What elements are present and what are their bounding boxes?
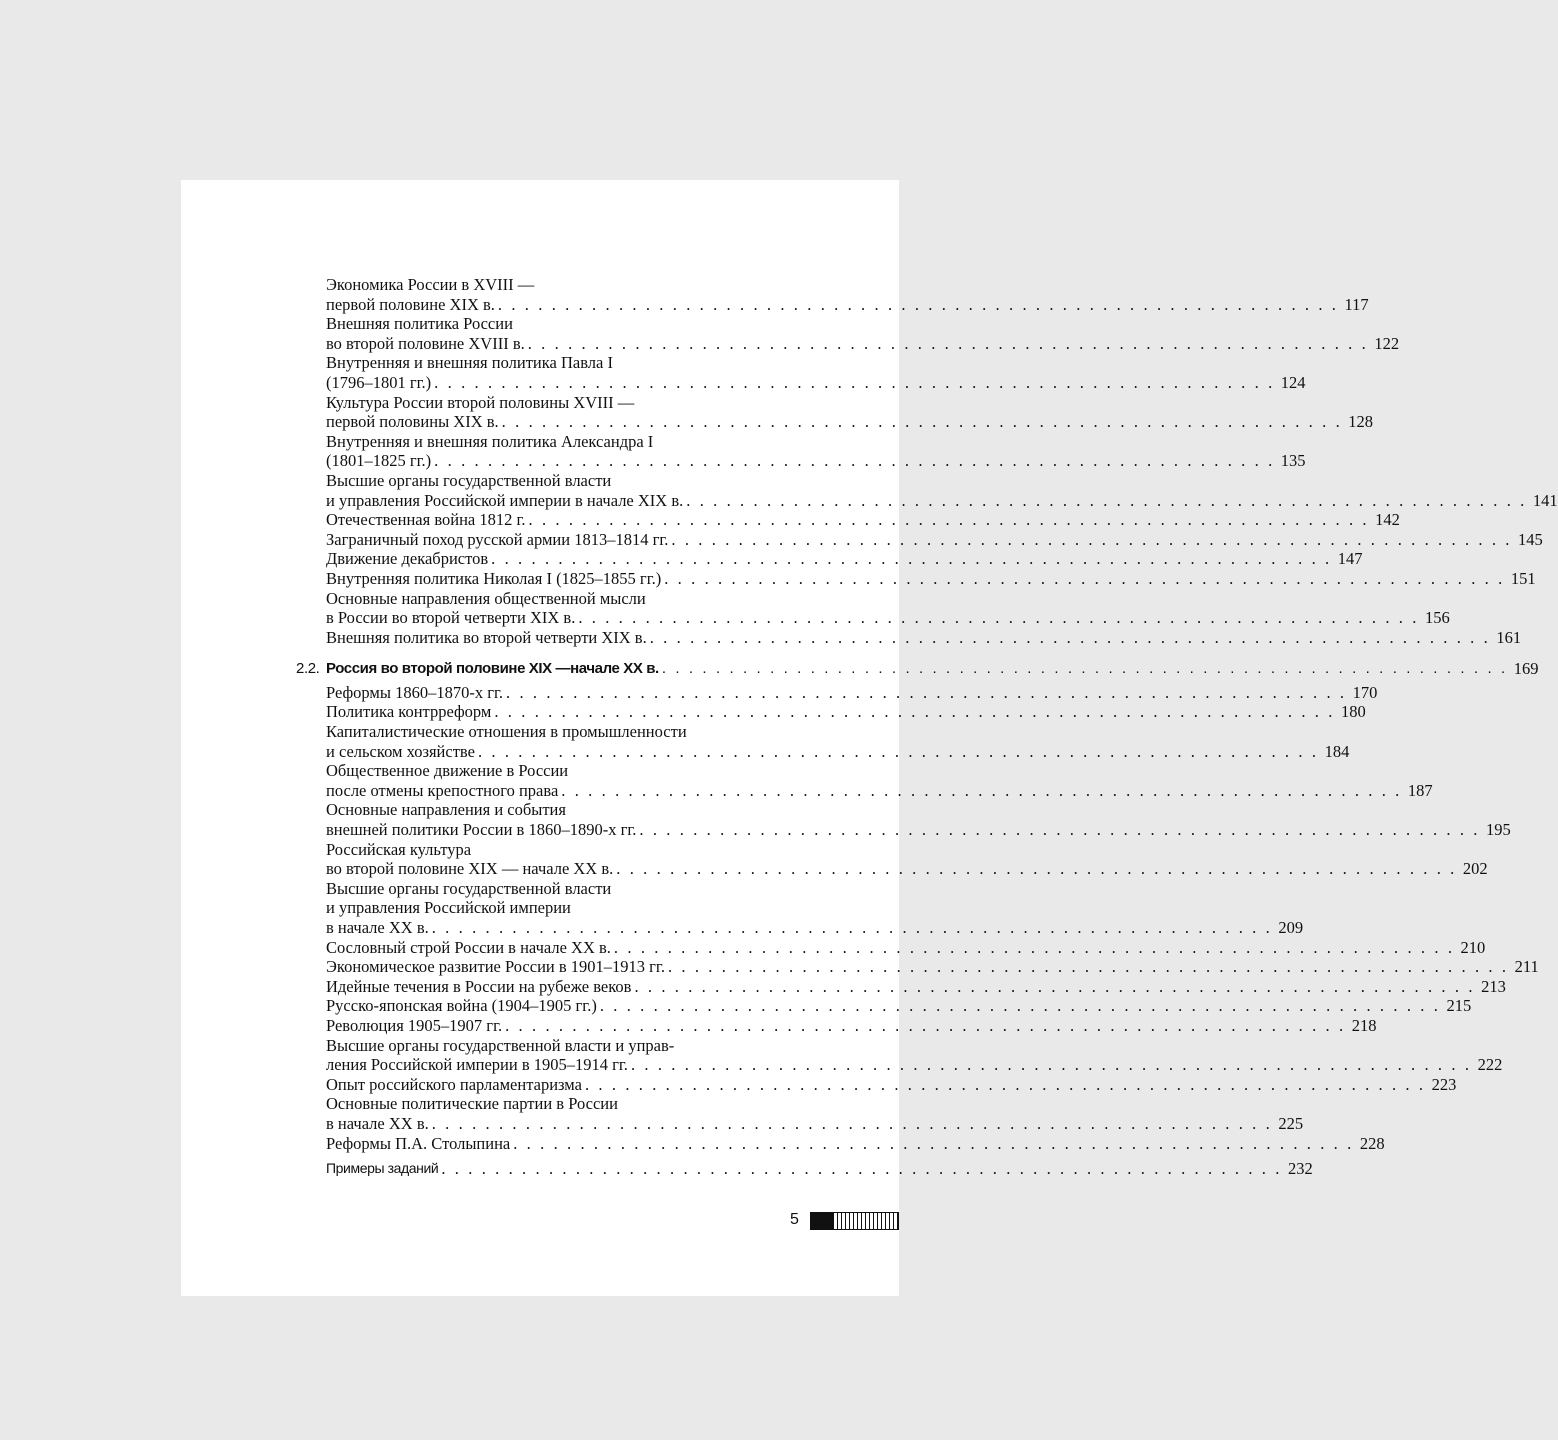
toc-page-number: 169 xyxy=(1513,659,1539,679)
dot-leader: . . . . . . . . . . . . . . . . . . . . . . . . . . . . . . . . . . . . . . . . . . . . . . . . . . . . . . . . . . . . . . . xyxy=(491,549,1332,569)
toc-entry[interactable] xyxy=(326,549,1363,569)
toc-page-number: 141 xyxy=(1532,490,1558,510)
toc-entry-title: Заграничный поход русской армии 1813–1814 гг. xyxy=(326,529,669,549)
toc-entry[interactable] xyxy=(326,937,1486,958)
toc-page-number: 222 xyxy=(1477,1055,1503,1075)
dot-leader: . . . . . . . . . . . . . . . . . . . . . . . . . . . . . . . . . . . . . . . . . . . . . . . . . . . . . . . . . . . . . . . xyxy=(506,682,1347,702)
dot-leader: . . . . . . . . . . . . . . . . . . . . . . . . . . . . . . . . . . . . . . . . . . . . . . . . . . . . . . . . . . . . . . . xyxy=(431,1113,1273,1133)
toc-entry-line: и управления Российской империи xyxy=(326,898,571,918)
toc-entry-title: и сельском хозяйстве xyxy=(326,741,475,761)
toc-page-number: 128 xyxy=(1348,412,1374,432)
toc-page-number: 228 xyxy=(1359,1133,1385,1153)
dot-leader: . . . . . . . . . . . . . . . . . . . . . . . . . . . . . . . . . . . . . . . . . . . . . . . . . . . . . . . . . . . . . . . xyxy=(616,859,1457,879)
toc-entry-line: Внешняя политика России xyxy=(326,314,513,334)
toc-page-number: 122 xyxy=(1374,333,1400,353)
toc-entry-line: Экономика России в XVIII — xyxy=(326,275,535,294)
toc-entry-title: во второй половине XVIII в. xyxy=(326,333,525,353)
toc-page-number: 170 xyxy=(1352,682,1378,702)
toc-entry-line: Высшие органы государственной власти и управ- xyxy=(326,1035,675,1055)
toc-entry-title: Отечественная война 1812 г. xyxy=(326,510,526,530)
toc-entry[interactable] xyxy=(326,1015,1377,1036)
toc-page-number: 195 xyxy=(1486,820,1511,840)
toc-entry-title: в России во второй четверти XIX в. xyxy=(326,608,576,628)
toc-entry-line: Внутренняя и внешняя политика Павла I xyxy=(326,353,613,373)
page-marker-stripes xyxy=(832,1212,899,1230)
toc-entry[interactable] xyxy=(326,741,1350,762)
toc-entry-line: Основные направления и события xyxy=(326,800,566,820)
toc-entry-title: в начале XX в. xyxy=(326,918,429,937)
toc-entry-title: Экономическое развитие России в 1901–1913 гг. xyxy=(326,957,665,977)
toc-page-number: 209 xyxy=(1278,918,1304,937)
dot-leader: . . . . . . . . . . . . . . . . . . . . . . . . . . . . . . . . . . . . . . . . . . . . . . . . . . . . . . . . . . . . . . . xyxy=(639,820,1481,840)
toc-entry-title: первой половине XIX в. xyxy=(326,294,495,314)
toc-entry[interactable] xyxy=(326,820,1511,840)
toc-page-number: 187 xyxy=(1407,780,1433,800)
dot-leader: . . . . . . . . . . . . . . . . . . . . . . . . . . . . . . . . . . . . . . . . . . . . . . . . . . . . . . . . . . . . . . . xyxy=(431,918,1273,937)
toc-page-number: 151 xyxy=(1510,568,1536,588)
dot-leader: . . . . . . . . . . . . . . . . . . . . . . . . . . . . . . . . . . . . . . . . . . . . . . . . . . . . . . . . . . . . . . . xyxy=(527,333,1369,353)
dot-leader: . . . . . . . . . . . . . . . . . . . . . . . . . . . . . . . . . . . . . . . . . . . . . . . . . . . . . . . . . . . . . . . xyxy=(561,780,1402,800)
dot-leader: . . . . . . . . . . . . . . . . . . . . . . . . . . . . . . . . . . . . . . . . . . . . . . . . . . . . . . . . . . . . . . . xyxy=(630,1055,1472,1075)
dot-leader: . . . . . . . . . . . . . . . . . . . . . . . . . . . . . . . . . . . . . . . . . . . . . . . . . . . . . . . . . . . . . . . xyxy=(599,996,1441,1016)
toc-entry-title: Реформы П.А. Столыпина xyxy=(326,1133,511,1153)
toc-page-number: 202 xyxy=(1462,859,1488,879)
toc-entry[interactable] xyxy=(326,780,1433,801)
toc-entry-title: ления Российской империи в 1905–1914 гг. xyxy=(326,1055,628,1075)
page-number: 5 xyxy=(790,1211,799,1228)
toc-entry[interactable] xyxy=(326,1113,1304,1134)
toc-entry-line: Капиталистические отношения в промышленности xyxy=(326,722,687,742)
toc-entry-line: Основные направления общественной мысли xyxy=(326,588,646,608)
toc-entry-line: Высшие органы государственной власти xyxy=(326,470,612,490)
dot-leader: . . . . . . . . . . . . . . . . . . . . . . . . . . . . . . . . . . . . . . . . . . . . . . . . . . . . . . . . . . . . . . . xyxy=(661,660,1508,678)
toc-entry-title: Политика контрреформ xyxy=(326,702,492,722)
toc-entry[interactable] xyxy=(326,372,1306,393)
dot-leader: . . . . . . . . . . . . . . . . . . . . . . . . . . . . . . . . . . . . . . . . . . . . . . . . . . . . . . . . . . . . . . . xyxy=(634,976,1476,996)
toc-entry[interactable] xyxy=(326,682,1378,703)
dot-leader: . . . . . . . . . . . . . . . . . . . . . . . . . . . . . . . . . . . . . . . . . . . . . . . . . . . . . . . . . . . . . . . xyxy=(578,608,1419,628)
toc-entry[interactable] xyxy=(326,976,1506,997)
toc-entry-title: первой половины XIX в. xyxy=(326,412,499,432)
toc-page-number: 117 xyxy=(1344,294,1369,314)
toc-page-number: 213 xyxy=(1481,976,1506,996)
toc-entry[interactable] xyxy=(326,957,1539,977)
toc-page-number: 142 xyxy=(1375,510,1400,530)
dot-leader: . . . . . . . . . . . . . . . . . . . . . . . . . . . . . . . . . . . . . . . . . . . . . . . . . . . . . . . . . . . . . . . xyxy=(667,957,1509,977)
toc-page-number: 147 xyxy=(1337,549,1363,569)
toc-entry-line: Основные политические партии в России xyxy=(326,1094,618,1114)
dot-leader: . . . . . . . . . . . . . . . . . . . . . . . . . . . . . . . . . . . . . . . . . . . . . . . . . . . . . . . . . . . . . . . xyxy=(649,627,1491,647)
toc-page-number: 184 xyxy=(1324,741,1350,761)
toc-page-number: 211 xyxy=(1514,957,1539,977)
toc-entry[interactable] xyxy=(326,627,1522,648)
toc-entry[interactable] xyxy=(326,451,1306,471)
toc-entry-title: Революция 1905–1907 гг. xyxy=(326,1015,503,1035)
dot-leader: . . . . . . . . . . . . . . . . . . . . . . . . . . . . . . . . . . . . . . . . . . . . . . . . . . . . . . . . . . . . . . . xyxy=(434,372,1275,392)
toc-entry-line: Культура России второй половины XVIII — xyxy=(326,392,635,412)
toc-entry-title: во второй половине XIX — начале XX в. xyxy=(326,859,614,879)
page-marker-solid xyxy=(810,1212,832,1230)
section-number: 2.2. xyxy=(296,660,320,678)
dot-leader: . . . . . . . . . . . . . . . . . . . . . . . . . . . . . . . . . . . . . . . . . . . . . . . . . . . . . . . . . . . . . . . xyxy=(528,510,1370,530)
toc-page-number: 218 xyxy=(1351,1015,1377,1035)
toc-entry-title: Опыт российского парламентаризма xyxy=(326,1074,582,1094)
toc-page-number: 135 xyxy=(1280,451,1306,471)
dot-leader: . . . . . . . . . . . . . . . . . . . . . . . . . . . . . . . . . . . . . . . . . . . . . . . . . . . . . . . . . . . . . . . xyxy=(584,1074,1426,1094)
toc-entry-title: и управления Российской империи в начале XIX в. xyxy=(326,490,684,510)
toc-entry[interactable] xyxy=(326,1074,1457,1095)
dot-leader: . . . . . . . . . . . . . . . . . . . . . . . . . . . . . . . . . . . . . . . . . . . . . . . . . . . . . . . . . . . . . . . xyxy=(686,490,1527,510)
toc-entry-title: Идейные течения в России на рубеже веков xyxy=(326,976,632,996)
toc-entry[interactable] xyxy=(326,608,1450,628)
examples-title: Примеры заданий xyxy=(326,1160,439,1177)
toc-page-number: 180 xyxy=(1340,702,1366,722)
dot-leader: . . . . . . . . . . . . . . . . . . . . . . . . . . . . . . . . . . . . . . . . . . . . . . . . . . . . . . . . . . . . . . . xyxy=(671,529,1513,549)
toc-entry[interactable] xyxy=(326,859,1488,879)
toc-entry[interactable] xyxy=(326,568,1536,589)
toc-entry-title: Сословный строй России в начале XX в. xyxy=(326,937,611,957)
book-page xyxy=(181,180,1558,1296)
toc-entry-title: внешней политики России в 1860–1890-х гг. xyxy=(326,820,637,840)
toc-entry-line: Российская культура xyxy=(326,839,472,859)
toc-page-number: 210 xyxy=(1460,937,1486,957)
toc-entry-title: после отмены крепостного права xyxy=(326,780,559,800)
toc-entry-line: Общественное движение в России xyxy=(326,761,569,781)
toc-entry[interactable] xyxy=(326,510,1400,530)
toc-entry-title: Реформы 1860–1870-х гг. xyxy=(326,682,503,702)
dot-leader: . . . . . . . . . . . . . . . . . . . . . . . . . . . . . . . . . . . . . . . . . . . . . . . . . . . . . . . . . . . . . . . xyxy=(494,702,1335,722)
toc-page-number: 232 xyxy=(1287,1159,1313,1179)
toc-entry[interactable] xyxy=(326,412,1374,432)
toc-page-number: 215 xyxy=(1446,996,1472,1016)
dot-leader: . . . . . . . . . . . . . . . . . . . . . . . . . . . . . . . . . . . . . . . . . . . . . . . . . . . . . . . . . . . . . . . xyxy=(613,937,1455,957)
dot-leader: . . . . . . . . . . . . . . . . . . . . . . . . . . . . . . . . . . . . . . . . . . . . . . . . . . . . . . . . . . . . . . . xyxy=(505,1015,1346,1035)
page-marker-bar xyxy=(810,1212,899,1230)
toc-entry[interactable] xyxy=(326,1055,1503,1075)
toc-entry-title: Внутренняя политика Николая I (1825–1855 гг.) xyxy=(326,568,662,588)
toc-entry-title: (1796–1801 гг.) xyxy=(326,372,432,392)
dot-leader: . . . . . . . . . . . . . . . . . . . . . . . . . . . . . . . . . . . . . . . . . . . . . . . . . . . . . . . . . . . . . . . xyxy=(513,1133,1354,1153)
dot-leader: . . . . . . . . . . . . . . . . . . . . . . . . . . . . . . . . . . . . . . . . . . . . . . . . . . . . . . . . . . . . . . . xyxy=(497,294,1339,314)
toc-entry-title: Русско-японская война (1904–1905 гг.) xyxy=(326,996,597,1016)
toc-page-number: 145 xyxy=(1518,529,1543,549)
dot-leader: . . . . . . . . . . . . . . . . . . . . . . . . . . . . . . . . . . . . . . . . . . . . . . . . . . . . . . . . . . . . . . . xyxy=(664,568,1505,588)
toc-page-number: 223 xyxy=(1431,1074,1457,1094)
table-of-contents xyxy=(296,275,1558,1179)
toc-entry[interactable] xyxy=(326,529,1543,550)
toc-entry[interactable] xyxy=(326,333,1400,354)
toc-examples-entry[interactable] xyxy=(326,1159,1313,1179)
toc-page-number: 161 xyxy=(1496,627,1522,647)
toc-page-number: 225 xyxy=(1278,1113,1304,1133)
toc-entry-title: Движение декабристов xyxy=(326,549,489,569)
toc-entry-title: в начале XX в. xyxy=(326,1113,429,1133)
dot-leader: . . . . . . . . . . . . . . . . . . . . . . . . . . . . . . . . . . . . . . . . . . . . . . . . . . . . . . . . . . . . . . . xyxy=(434,451,1275,471)
dot-leader: . . . . . . . . . . . . . . . . . . . . . . . . . . . . . . . . . . . . . . . . . . . . . . . . . . . . . . . . . . . . . . . xyxy=(477,741,1319,761)
toc-entry[interactable] xyxy=(326,1133,1385,1154)
toc-entry[interactable] xyxy=(326,918,1304,938)
toc-entry-line: Высшие органы государственной власти xyxy=(326,878,612,898)
toc-entry[interactable] xyxy=(326,294,1369,315)
toc-entry[interactable] xyxy=(326,702,1366,722)
dot-leader: . . . . . . . . . . . . . . . . . . . . . . . . . . . . . . . . . . . . . . . . . . . . . . . . . . . . . . . . . . . . . . . xyxy=(441,1159,1282,1179)
toc-entry-line: Внутренняя и внешняя политика Александра I xyxy=(326,431,654,451)
toc-page-number: 124 xyxy=(1280,372,1306,392)
section-title: Россия во второй половине XIX —начале XX в. xyxy=(326,660,659,678)
dot-leader: . . . . . . . . . . . . . . . . . . . . . . . . . . . . . . . . . . . . . . . . . . . . . . . . . . . . . . . . . . . . . . . xyxy=(501,412,1343,432)
toc-entry[interactable] xyxy=(326,490,1558,511)
toc-entry-title: Внешняя политика во второй четверти XIX в. xyxy=(326,627,647,647)
toc-section-heading[interactable] xyxy=(296,659,1539,679)
toc-entry-title: (1801–1825 гг.) xyxy=(326,451,432,471)
toc-page-number: 156 xyxy=(1424,608,1450,628)
toc-entry[interactable] xyxy=(326,996,1472,1016)
